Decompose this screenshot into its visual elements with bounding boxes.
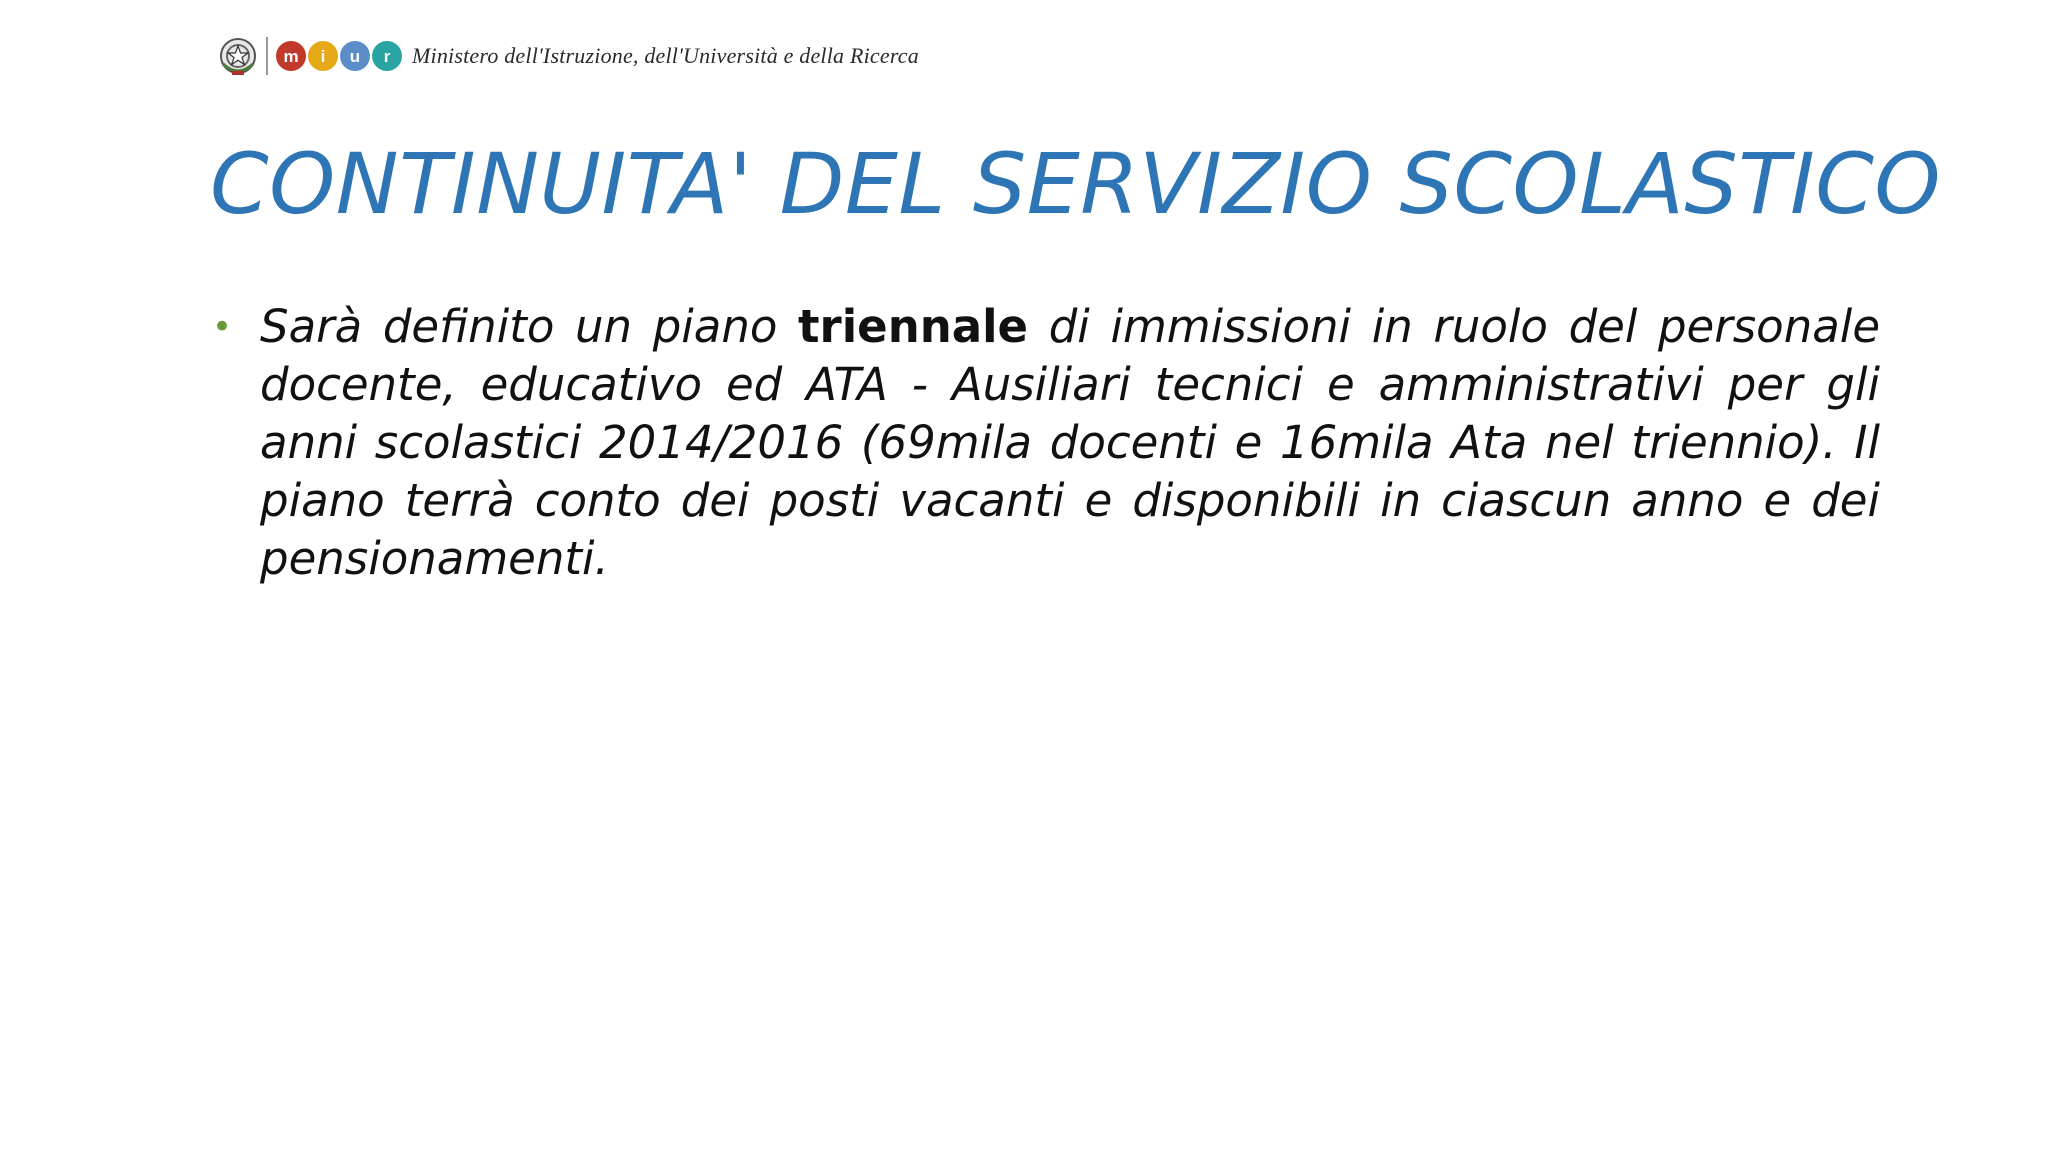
bullet-marker: • <box>212 307 233 347</box>
bullet-list <box>210 298 1880 588</box>
header-logo-strip <box>218 34 919 78</box>
miur-logo-letter-i: i <box>308 41 338 71</box>
bullet-text-after: di immissioni in ruolo del personale docente, educativo ed ATA - Ausiliari tecnici e amministrativi per gli anni scolastici 2014/2016 (69mila docenti e 16mila Ata nel triennio). Il piano terrà conto dei posti vacanti e disponibili in ciascun anno e dei pensionamenti. <box>260 300 1880 585</box>
miur-logo <box>276 41 402 71</box>
bullet-bold-text: triennale <box>798 300 1029 353</box>
ministry-name: Ministero dell'Istruzione, dell'Università e della Ricerca <box>412 43 919 68</box>
miur-logo-letter-u: u <box>340 41 370 71</box>
miur-logo-letter-m: m <box>276 41 306 71</box>
slide-title: CONTINUITA' DEL SERVIZIO SCOLASTICO <box>210 135 1942 233</box>
header-divider <box>266 37 268 75</box>
bullet-item <box>210 298 1880 588</box>
bullet-text-before: Sarà definito un piano <box>260 300 799 353</box>
italian-republic-emblem-icon <box>218 34 258 78</box>
miur-logo-letter-r: r <box>372 41 402 71</box>
